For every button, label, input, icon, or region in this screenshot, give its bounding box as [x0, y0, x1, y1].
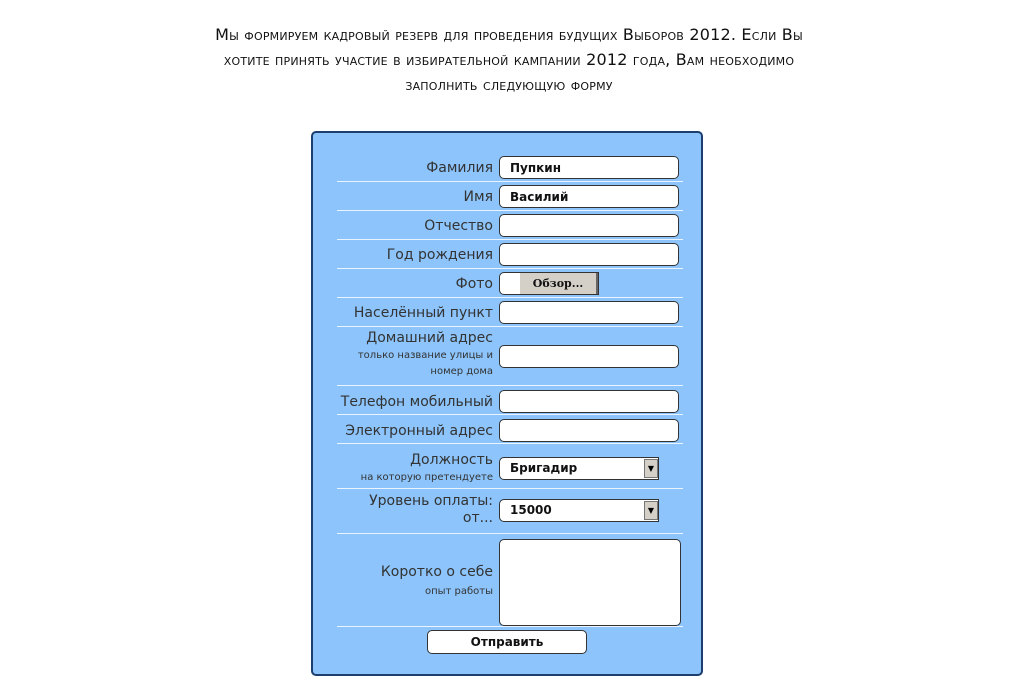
- patronymic-label: Отчество: [424, 218, 493, 234]
- address-label-group: [358, 330, 493, 378]
- city-label: Населённый пункт: [353, 305, 493, 321]
- name-input[interactable]: [499, 185, 679, 208]
- salary-label-from: от...: [462, 510, 493, 526]
- email-label: Электронный адрес: [345, 423, 493, 439]
- submit-button[interactable]: Отправить: [427, 630, 587, 654]
- photo-file-input[interactable]: [499, 272, 599, 295]
- position-hint: на которую претендуете: [360, 472, 493, 483]
- about-label: Коротко о себе: [380, 564, 493, 580]
- browse-button[interactable]: Обзор...: [520, 273, 598, 294]
- intro-text: Мы формируем кадровый резерв для проведения будущих Выборов 2012. Если Вы хотите принять участие в избирательной кампании 2012 года, Вам необходимо заполнить следующую форму: [215, 25, 803, 94]
- row-city: [337, 298, 683, 327]
- position-label-group: [361, 452, 493, 487]
- address-hint-1: только название улицы и: [357, 350, 493, 361]
- about-label-group: [381, 564, 493, 603]
- photo-label: Фото: [455, 276, 493, 292]
- city-input[interactable]: [499, 301, 679, 324]
- address-input[interactable]: [499, 345, 679, 368]
- address-hint-2: номер дома: [430, 366, 493, 377]
- about-textarea[interactable]: [499, 539, 681, 626]
- about-hint: опыт работы: [424, 586, 493, 597]
- row-email: [337, 415, 683, 444]
- mobile-label: Телефон мобильный: [340, 394, 493, 410]
- row-name: [337, 182, 683, 211]
- row-surname: [337, 153, 683, 182]
- row-about: [337, 534, 683, 627]
- row-mobile: [337, 386, 683, 415]
- row-photo: [337, 269, 683, 298]
- row-birth-year: [337, 240, 683, 269]
- chevron-down-icon[interactable]: ▼: [644, 501, 658, 520]
- position-label: Должность: [410, 452, 493, 468]
- name-label: Имя: [463, 189, 493, 205]
- row-address: [337, 327, 683, 386]
- birth-year-input[interactable]: [499, 243, 679, 266]
- salary-label: Уровень оплаты:: [369, 493, 493, 509]
- chevron-down-icon[interactable]: ▼: [644, 459, 658, 478]
- row-salary: [337, 489, 683, 534]
- position-select[interactable]: [499, 457, 659, 480]
- birth-year-label: Год рождения: [386, 247, 493, 263]
- position-selected: Бригадир: [510, 461, 578, 475]
- application-form: [311, 131, 703, 676]
- patronymic-input[interactable]: [499, 214, 679, 237]
- salary-label-group: [369, 493, 493, 527]
- surname-input[interactable]: [499, 156, 679, 179]
- mobile-input[interactable]: [499, 390, 679, 413]
- email-input[interactable]: [499, 419, 679, 442]
- row-patronymic: [337, 211, 683, 240]
- salary-selected: 15000: [510, 503, 552, 517]
- surname-label: Фамилия: [426, 160, 493, 176]
- salary-select[interactable]: [499, 499, 659, 522]
- row-position: [337, 444, 683, 489]
- address-label: Домашний адрес: [366, 330, 493, 346]
